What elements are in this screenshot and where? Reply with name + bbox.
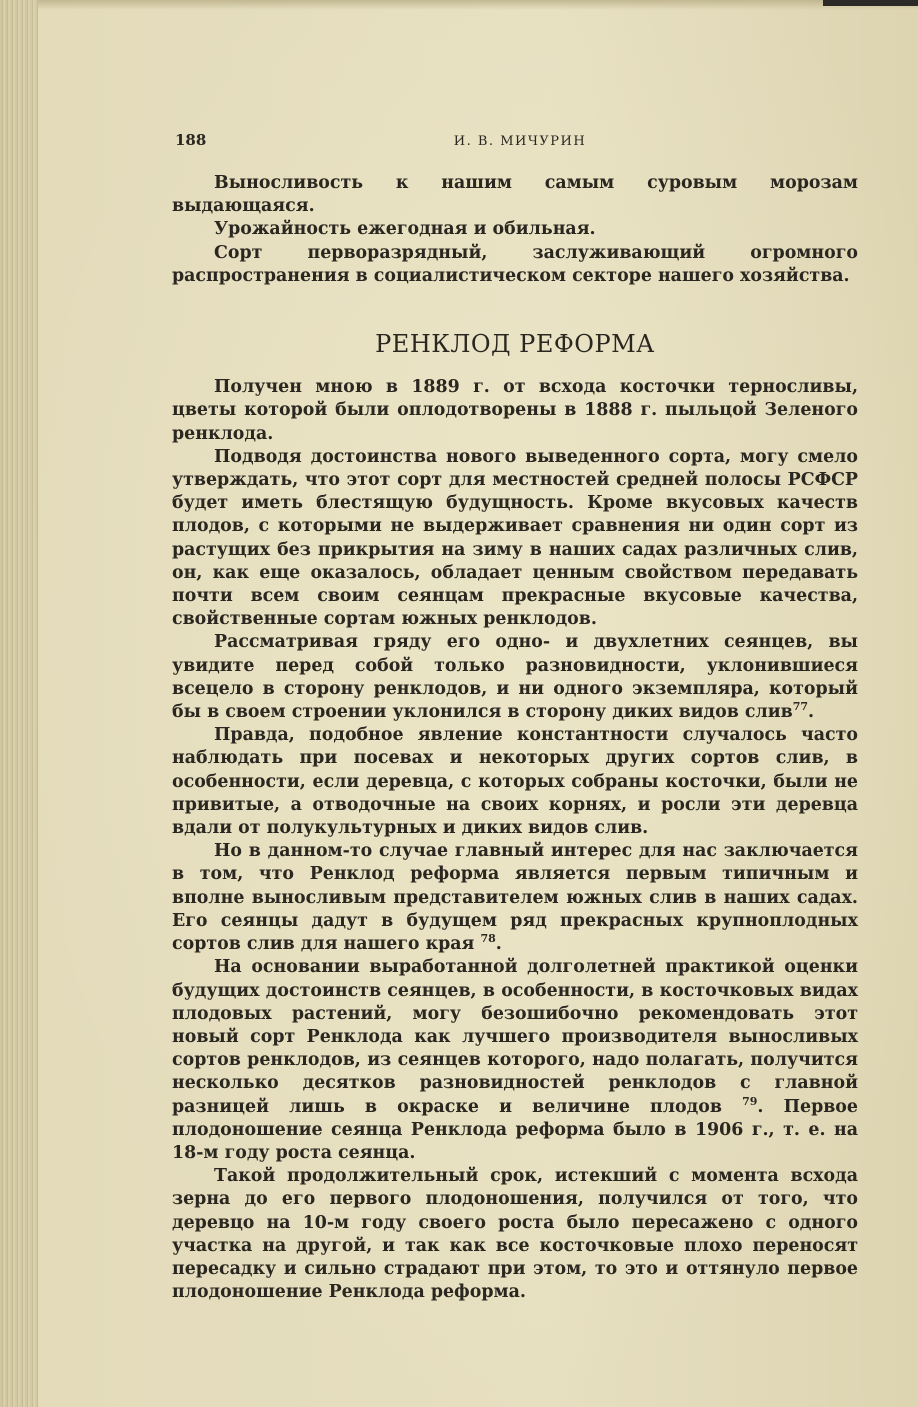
section-title: РЕНКЛОД РЕФОРМА bbox=[375, 330, 655, 359]
paragraph-5 bbox=[172, 840, 858, 956]
running-head: И. В. МИЧУРИН bbox=[453, 134, 587, 149]
paragraph-4: Правда, подобное явление константности случалось часто наблюдать при посевах и некоторых других сортов слив, в особенности, если деревца, с которых собраны косточки, были не привитые, а отводочные на своих корнях, и росли эти деревца вдали от полукультурных и диких видов слив. bbox=[172, 725, 858, 839]
footnote-ref-79: 79 bbox=[742, 1094, 758, 1108]
paragraph-3 bbox=[172, 631, 858, 724]
paragraph-6 bbox=[172, 956, 858, 1165]
corner-mark bbox=[823, 0, 918, 6]
page-number: 188 bbox=[175, 131, 207, 149]
book-binding bbox=[0, 0, 38, 1407]
paragraph-2: Подводя достоинства нового выведенного сорта, могу смело утверждать, что этот сорт для местностей средней полосы РСФСР будет иметь блестящую будущность. Кроме вкусовых качеств плодов, с которыми не выдерживает сравнения ни один сорт из растущих без прикрытия на зиму в наших садах различных слив, он, как еще оказалось, обладает ценным свойством передавать почти всем своим сеянцам прекрасные вкусовые качества, свойственные сортам южных ренклодов. bbox=[172, 446, 858, 630]
paragraph-6-text: На основании выработанной долголетней практикой оценки будущих достоинств сеянцев, в особенности, в косточковых видах плодовых растений, могу безошибочно рекомендовать этот новый сорт Ренклода как лучшего производителя выносливых сортов ренклодов, из сеянцев которого, надо полагать, получится несколько десятков разновидностей ренклодов с главной разницей лишь в окраске и величине плодов bbox=[172, 957, 858, 1117]
paragraph-5-text: Но в данном-то случае главный интерес для нас заключается в том, что Ренклод реформа является первым типичным и вполне выносливым представителем южных слив в наших садах. Его сеянцы дадут в будущем ряд прекрасных крупноплодных сортов слив для нашего края bbox=[172, 841, 858, 955]
intro-paragraph-1: Выносливость к нашим самым суровым морозам выдающаяся. bbox=[172, 173, 858, 217]
paragraph-7: Такой продолжительный срок, истекший с момента всхода зерна до его первого плодоношения, получился от того, что деревцо на 10-м году своего роста было пересажено с одного участка на другой, и так как все косточковые плохо переносят пересадку и сильно страдают при этом, то это и оттянуло первое плодоношение Ренклода реформа. bbox=[172, 1166, 858, 1303]
paragraph-5-end: . bbox=[495, 934, 502, 955]
paragraph-3-text: Рассматривая гряду его одно- и двухлетних сеянцев, вы увидите перед собой только разновидности, уклонившиеся всецело в сторону ренклодов, и ни одного экземпляра, который бы в своем строении уклонился в сторону диких видов слив bbox=[172, 632, 858, 723]
page-body bbox=[172, 172, 858, 1304]
paragraph-6-end: . Первое плодоношение сеянца Ренклода реформа было в 1906 г., т. е. на 18-м году роста сеянца. bbox=[172, 1096, 858, 1163]
page-top-edge bbox=[38, 0, 918, 10]
footnote-ref-78: 78 bbox=[480, 932, 496, 946]
paragraph-3-end: . bbox=[808, 702, 815, 723]
footnote-ref-77: 77 bbox=[792, 700, 809, 714]
intro-paragraph-2: Урожайность ежегодная и обильная. bbox=[214, 219, 596, 240]
page-header bbox=[175, 131, 865, 155]
intro-paragraph-3: Сорт перворазрядный, заслуживающий огромного распространения в социалистическом секторе нашего хозяйства. bbox=[172, 242, 858, 286]
paragraph-1: Получен мною в 1889 г. от всхода косточки терносливы, цветы которой были оплодотворены в 1888 г. пыльцой Зеленого ренклода. bbox=[172, 377, 858, 444]
